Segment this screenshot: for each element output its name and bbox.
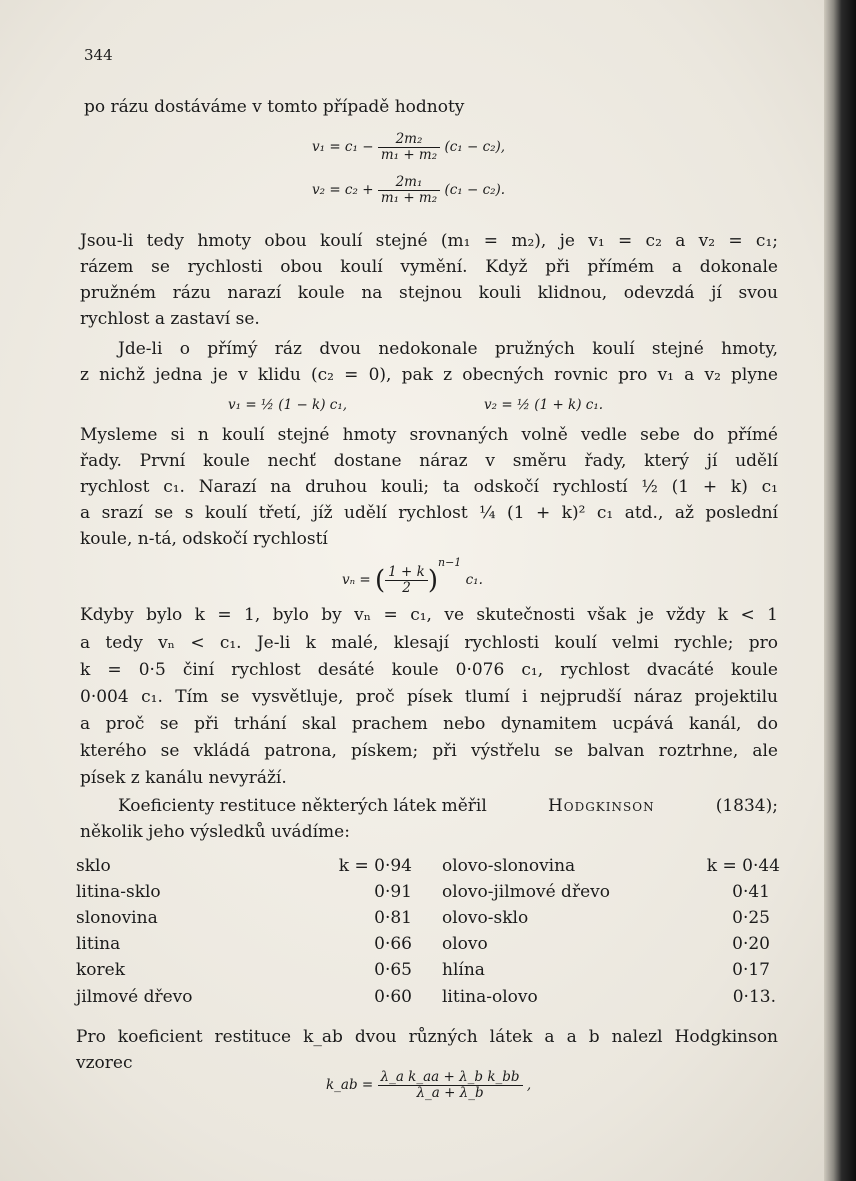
table-cell-value: k = 0·94 [338, 856, 412, 876]
paragraph-line: několik jeho výsledků uvádíme: [80, 822, 350, 842]
paragraph-line: pružném rázu narazí koule na stejnou kouli klidnou, odevzdá jí svou [80, 283, 778, 303]
book-spine-shadow [824, 0, 856, 1181]
paragraph-line: k = 0·5 činí rychlost desáté koule 0·076 c₁, rychlost dvacáté koule [80, 660, 778, 680]
fraction-numerator: 2m₁ [378, 175, 440, 191]
page-number: 344 [84, 46, 113, 64]
table-cell-value: 0·20 [732, 934, 770, 954]
table-cell-material: olovo-jilmové dřevo [442, 882, 610, 902]
table-cell-material: litina-olovo [442, 987, 538, 1007]
table-cell-material: sklo [76, 856, 111, 876]
table-cell-value: 0·81 [374, 908, 412, 928]
fraction-denominator: m₁ + m₂ [380, 147, 438, 163]
paragraph-line: Jde-li o přímý ráz dvou nedokonale pružných koulí stejné hmoty, [118, 339, 778, 359]
paragraph-line: Mysleme si n koulí stejné hmoty srovnaných volně vedle sebe do přímé [80, 425, 778, 445]
fraction-denominator: m₁ + m₂ [380, 190, 438, 206]
paragraph-line: rychlost a zastaví se. [80, 309, 260, 329]
intro-line: po rázu dostáváme v tomto případě hodnoty [84, 97, 465, 117]
equation-vn [342, 556, 483, 596]
equation-fraction [378, 132, 440, 163]
fraction-numerator: 1 + k [385, 565, 428, 581]
equation-fraction [385, 565, 428, 596]
fraction-denominator: λ_a + λ_b [416, 1085, 484, 1101]
table-cell-value: 0·60 [374, 987, 412, 1007]
table-cell-material: hlína [442, 960, 485, 980]
equation-v1 [312, 132, 505, 163]
table-cell-value: 0·25 [732, 908, 770, 928]
table-cell-material: olovo [442, 934, 488, 954]
table-cell-material: korek [76, 960, 126, 980]
equation-rhs: (c₁ − c₂). [444, 182, 506, 198]
table-cell-value: 0·17 [732, 960, 770, 980]
paragraph-line: Pro koeficient restituce k_ab dvou různých látek a a b nalezl Hodgkinson [76, 1027, 778, 1047]
equation-rhs: (c₁ − c₂), [444, 139, 506, 155]
equation-rhs: , [526, 1077, 532, 1093]
table-cell-material: jilmové dřevo [76, 987, 193, 1007]
table-cell-material: olovo-sklo [442, 908, 529, 928]
fraction-numerator: 2m₂ [378, 132, 440, 148]
paragraph-line: 0·004 c₁. Tím se vysvětluje, proč písek tlumí i nejprudší náraz projektilu [80, 687, 778, 707]
equation-v2 [312, 175, 505, 206]
paragraph-line: písek z kanálu nevyráží. [80, 768, 287, 788]
left-paren: ( [375, 565, 386, 596]
table-cell-value: 0·65 [374, 960, 412, 980]
paragraph-line [118, 793, 778, 819]
author-name: Hodgkinson [547, 796, 655, 816]
exponent: n−1 [437, 556, 462, 569]
paragraph-line: rychlost c₁. Narazí na druhou kouli; ta odskočí rychlostí ½ (1 + k) c₁ [80, 477, 778, 497]
text-fragment: Koeficienty restituce některých látek měřil [118, 796, 487, 816]
table-cell-value: 0·41 [732, 882, 770, 902]
equation-lhs: v₁ = c₁ − [312, 139, 374, 155]
paragraph-line: kterého se vkládá patrona, pískem; při výstřelu se balvan roztrhne, ale [80, 741, 778, 761]
paragraph-line: z nichž jedna je v klidu (c₂ = 0), pak z obecných rovnic pro v₁ a v₂ plyne [80, 365, 778, 385]
table-cell-value: k = 0·44 [706, 856, 780, 876]
paragraph-line: řady. První koule nechť dostane náraz v směru řady, který jí udělí [80, 451, 778, 471]
table-cell-material: litina-sklo [76, 882, 161, 902]
table-cell-material: slonovina [76, 908, 158, 928]
paragraph-line: rázem se rychlosti obou koulí vymění. Když při přímém a dokonale [80, 257, 778, 277]
equation-v1-inelastic: v₁ = ½ (1 − k) c₁, [228, 397, 348, 413]
paragraph-line: koule, n-tá, odskočí rychlostí [80, 529, 328, 549]
table-cell-value: 0·13. [732, 987, 776, 1007]
paragraph-line: Jsou-li tedy hmoty obou koulí stejné (m₁ = m₂), je v₁ = c₂ a v₂ = c₁; [80, 231, 778, 251]
paragraph-line: vzorec [76, 1053, 133, 1073]
equation-kab [326, 1070, 531, 1101]
table-cell-material: litina [76, 934, 121, 954]
equation-fraction [378, 175, 440, 206]
paragraph-line: a tedy vₙ < c₁. Je-li k malé, klesají rychlosti koulí velmi rychle; pro [80, 633, 778, 653]
paragraph-line: a srazí se s koulí třetí, jíž udělí rychlost ¼ (1 + k)² c₁ atd., až poslední [80, 503, 778, 523]
paragraph-line: a proč se při trhání skal prachem nebo dynamitem ucpává kanál, do [80, 714, 778, 734]
equation-fraction [378, 1070, 523, 1101]
text-fragment: (1834); [715, 796, 778, 816]
equation-rhs: c₁. [465, 572, 483, 588]
table-cell-material: olovo-slonovina [442, 856, 576, 876]
fraction-denominator: 2 [402, 580, 411, 596]
right-paren: ) [427, 565, 438, 596]
table-cell-value: 0·91 [374, 882, 412, 902]
equation-v2-inelastic: v₂ = ½ (1 + k) c₁. [484, 397, 604, 413]
table-cell-value: 0·66 [374, 934, 412, 954]
fraction-numerator: λ_a k_aa + λ_b k_bb [378, 1070, 523, 1086]
equation-lhs: vₙ = [342, 572, 371, 588]
paragraph-line: Kdyby bylo k = 1, bylo by vₙ = c₁, ve skutečnosti však je vždy k < 1 [80, 605, 778, 625]
equation-lhs: v₂ = c₂ + [312, 182, 374, 198]
equation-lhs: k_ab = [326, 1077, 374, 1093]
